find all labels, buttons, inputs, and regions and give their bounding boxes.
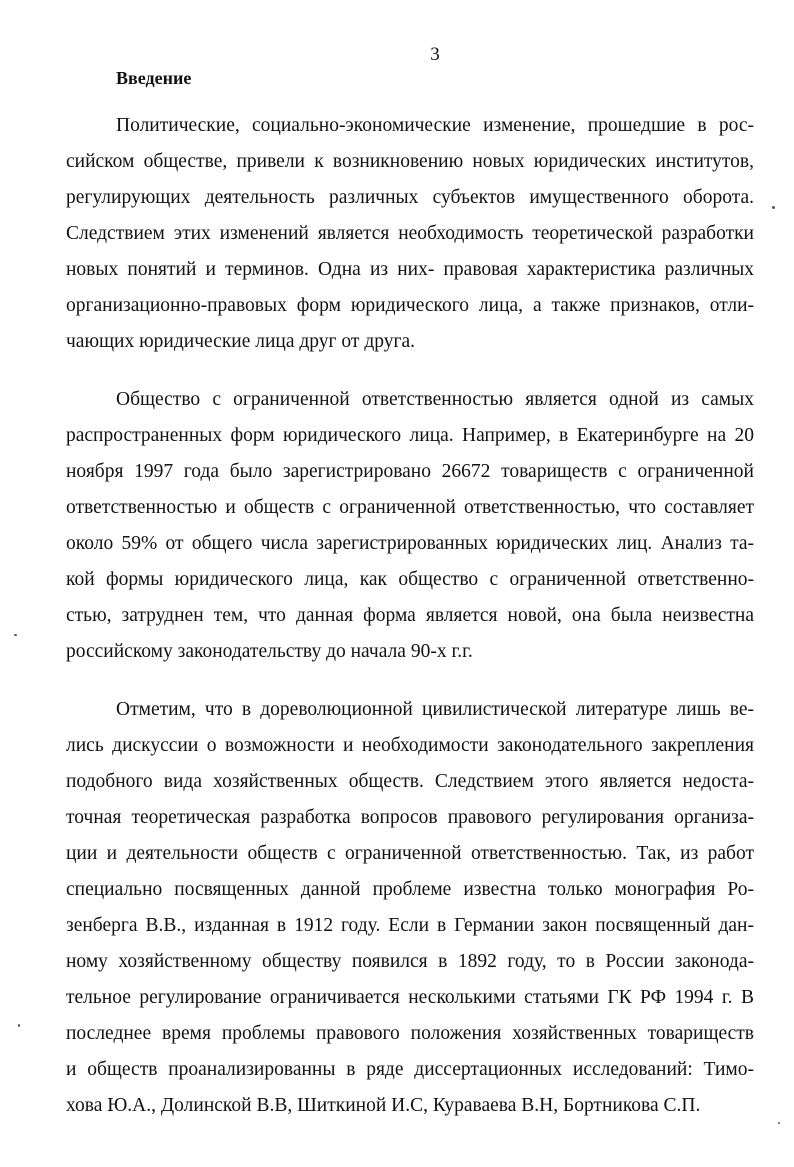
text-line: специально посвященных данной проблеме известна только монография Ро-	[66, 879, 754, 900]
text-line: подобного вида хозяйственных обществ. Следствием этого является недоста-	[66, 771, 754, 792]
page-number: 3	[430, 44, 440, 65]
document-body	[66, 108, 754, 1124]
scan-speck	[778, 1122, 780, 1124]
text-line: хова Ю.А., Долинской В.В, Шиткиной И.С, Кураваева В.Н, Бортникова С.П.	[66, 1095, 701, 1116]
scan-speck	[18, 1024, 20, 1027]
text-line: распространенных форм юридического лица. Например, в Екатеринбурге на 20	[66, 425, 754, 446]
scan-speck	[14, 634, 17, 636]
text-line: Следствием этих изменений является необходимость теоретической разработки	[66, 223, 754, 244]
text-line: кой формы юридического лица, как общество с ограниченной ответственно-	[66, 569, 754, 590]
text-line: около 59% от общего числа зарегистрированных юридических лиц. Анализ та-	[66, 533, 754, 554]
text-line: лись дискуссии о возможности и необходимости законодательного закрепления	[66, 735, 754, 756]
text-line: новых понятий и терминов. Одна из них- правовая характеристика различных	[66, 259, 754, 280]
text-line: ному хозяйственному обществу появился в 1892 году, то в России законода-	[66, 951, 754, 972]
section-heading: Введение	[116, 68, 192, 88]
text-line: Политические, социально-экономические изменение, прошедшие в рос-	[116, 115, 754, 136]
text-line: Отметим, что в дореволюционной цивилистической литературе лишь ве-	[116, 699, 754, 720]
text-line: зенберга В.В., изданная в 1912 году. Если в Германии закон посвященный дан-	[66, 915, 754, 936]
text-line: последнее время проблемы правового положения хозяйственных товариществ	[66, 1023, 754, 1044]
paragraph-2	[66, 382, 754, 670]
paragraph-3	[66, 692, 754, 1124]
text-line: организационно-правовых форм юридического лица, а также признаков, отли-	[66, 295, 754, 316]
text-line: ответственностью и обществ с ограниченной ответственностью, что составляет	[66, 497, 754, 518]
text-line: и обществ проанализированны в ряде диссертационных исследований: Тимо-	[66, 1059, 754, 1080]
text-line: стью, затруднен тем, что данная форма является новой, она была неизвестна	[66, 605, 754, 626]
text-line: ции и деятельности обществ с ограниченной ответственностью. Так, из работ	[66, 843, 754, 864]
paragraph-1	[66, 108, 754, 360]
text-line: тельное регулирование ограничивается несколькими статьями ГК РФ 1994 г. В	[66, 987, 754, 1008]
text-line: ноября 1997 года было зарегистрировано 26672 товариществ с ограниченной	[66, 461, 754, 482]
text-line: российскому законодательству до начала 90-х г.г.	[66, 641, 473, 662]
scan-speck	[772, 206, 775, 209]
text-line: точная теоретическая разработка вопросов правового регулирования организа-	[66, 807, 754, 828]
text-line: сийском обществе, привели к возникновению новых юридических институтов,	[66, 151, 754, 172]
text-line: чающих юридические лица друг от друга.	[66, 331, 416, 352]
text-line: регулирующих деятельность различных субъектов имущественного оборота.	[66, 187, 754, 208]
text-line: Общество с ограниченной ответственностью является одной из самых	[116, 389, 754, 410]
